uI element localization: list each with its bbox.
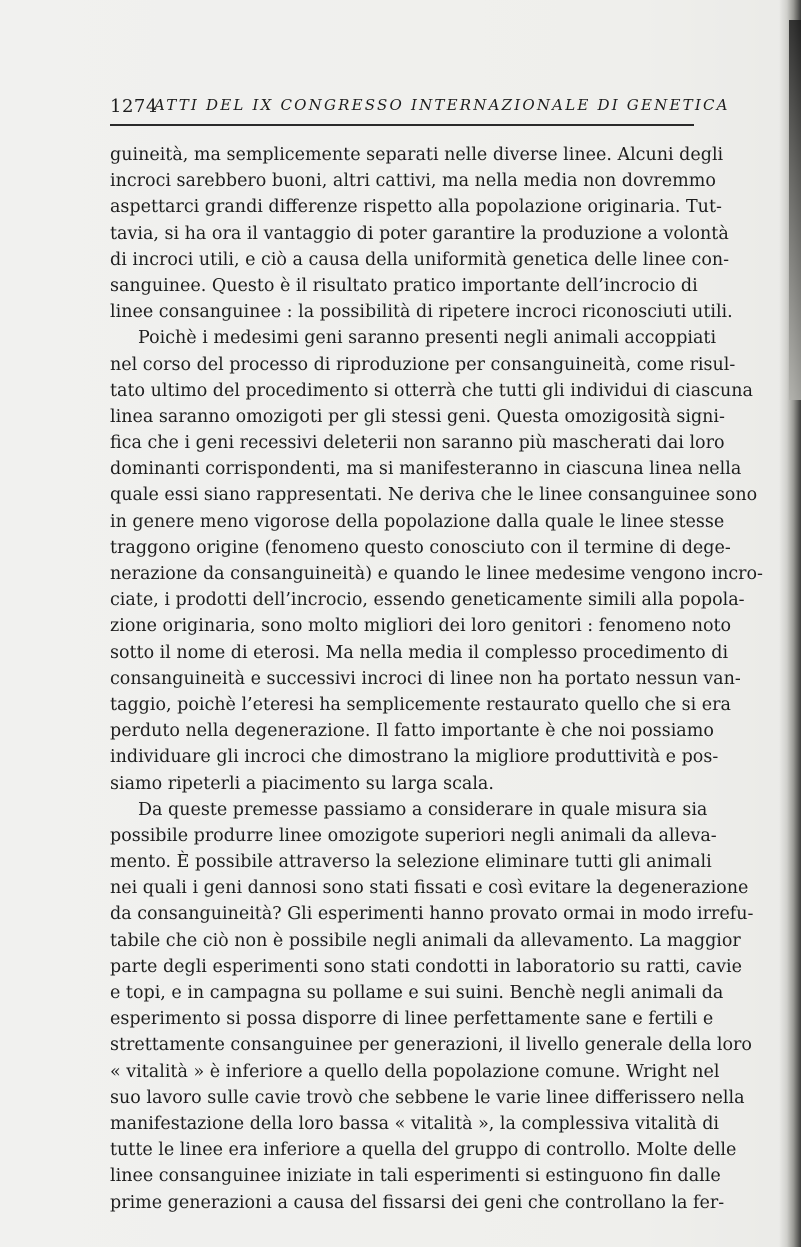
text-line: quale essi siano rappresentati. Ne deriva che le linee consanguinee sono (110, 485, 758, 506)
text-line: aspettarci grandi differenze rispetto alla popolazione originaria. Tut- (110, 197, 722, 218)
text-line: sanguinee. Questo è il risultato pratico importante dell’incrocio di (110, 275, 698, 296)
text-line: prime generazioni a causa del fissarsi dei geni che controllano la fer- (110, 1192, 725, 1213)
text-line: nei quali i geni dannosi sono stati fissati e così evitare la degenerazione (110, 878, 749, 899)
text-line: suo lavoro sulle cavie trovò che sebbene le varie linee differissero nella (110, 1087, 745, 1108)
running-title: ATTI DEL IX CONGRESSO INTERNAZIONALE DI GENETICA (154, 96, 730, 114)
text-line: guineità, ma semplicemente separati nelle diverse linee. Alcuni degli (110, 145, 724, 165)
text-line: tavia, si ha ora il vantaggio di poter garantire la produzione a volontà (110, 223, 729, 244)
text-line: esperimento si possa disporre di linee perfettamente sane e fertili e (110, 1009, 714, 1030)
text-line: zione originaria, sono molto migliori dei loro genitori : fenomeno noto (110, 616, 732, 637)
text-line: nerazione da consanguineità) e quando le linee medesime vengono incro- (110, 564, 763, 584)
text-line: parte degli esperimenti sono stati condotti in laboratorio su ratti, cavie (110, 956, 742, 977)
text-line: fica che i geni recessivi deleterii non saranno più mascherati dai loro (110, 433, 725, 454)
text-line: nel corso del processo di riproduzione per consanguineità, come risul- (110, 354, 736, 375)
text-line: traggono origine (fenomeno questo conosciuto con il termine di dege- (110, 537, 731, 558)
text-line: in genere meno vigorose della popolazione dalla quale le linee stesse (110, 511, 725, 532)
text-line: mento. È possibile attraverso la selezione eliminare tutti gli animali (110, 852, 712, 873)
text-line: linee consanguinee iniziate in tali esperimenti si estinguono fin dalle (110, 1166, 721, 1187)
text-line: tato ultimo del procedimento si otterrà che tutti gli individui di ciascuna (110, 380, 753, 401)
text-line: tabile che ciò non è possibile negli animali da allevamento. La maggior (110, 930, 741, 951)
text-line: Poichè i medesimi geni saranno presenti negli animali accoppiati (138, 328, 717, 349)
text-line: da consanguineità? Gli esperimenti hanno provato ormai in modo irrefu- (110, 904, 754, 925)
header-rule (110, 124, 694, 126)
text-line: ciate, i prodotti dell’incrocio, essendo geneticamente simili alla popola- (110, 590, 745, 611)
text-line: sotto il nome di eterosi. Ma nella media il complesso procedimento di (110, 642, 729, 663)
page-header (110, 92, 730, 122)
text-line: strettamente consanguinee per generazioni, il livello generale della loro (110, 1035, 752, 1056)
text-line: possibile produrre linee omozigote superiori negli animali da alleva- (110, 825, 717, 846)
text-line: e topi, e in campagna su pollame e sui suini. Benchè negli animali da (110, 983, 724, 1003)
text-line: Da queste premesse passiamo a considerare in quale misura sia (138, 799, 708, 820)
text-line: manifestazione della loro bassa « vitalità », la complessiva vitalità di (110, 1113, 720, 1134)
body-text (110, 142, 763, 1216)
text-line: incroci sarebbero buoni, altri cattivi, ma nella media non dovremmo (110, 171, 716, 192)
text-line: linea saranno omozigoti per gli stessi geni. Questa omozigosità signi- (110, 406, 725, 427)
page-number: 1274 (110, 96, 158, 117)
text-line: linee consanguinee : la possibilità di ripetere incroci riconosciuti utili. (110, 302, 733, 323)
text-line: dominanti corrispondenti, ma si manifesteranno in ciascuna linea nella (110, 459, 742, 480)
text-line: consanguineità e successivi incroci di linee non ha portato nessun van- (110, 668, 741, 689)
text-line: taggio, poichè l’eteresi ha semplicemente restaurato quello che si era (110, 694, 731, 715)
text-line: di incroci utili, e ciò a causa della uniformità genetica delle linee con- (110, 249, 730, 270)
text-line: « vitalità » è inferiore a quello della popolazione comune. Wright nel (110, 1061, 720, 1082)
text-line: tutte le linee era inferiore a quella del gruppo di controllo. Molte delle (110, 1140, 737, 1161)
text-line: individuare gli incroci che dimostrano la migliore produttività e pos- (110, 747, 719, 768)
text-line: perduto nella degenerazione. Il fatto importante è che noi possiamo (110, 721, 714, 742)
page-binding-shadow (789, 20, 801, 400)
text-line: siamo ripeterli a piacimento su larga scala. (110, 773, 494, 794)
